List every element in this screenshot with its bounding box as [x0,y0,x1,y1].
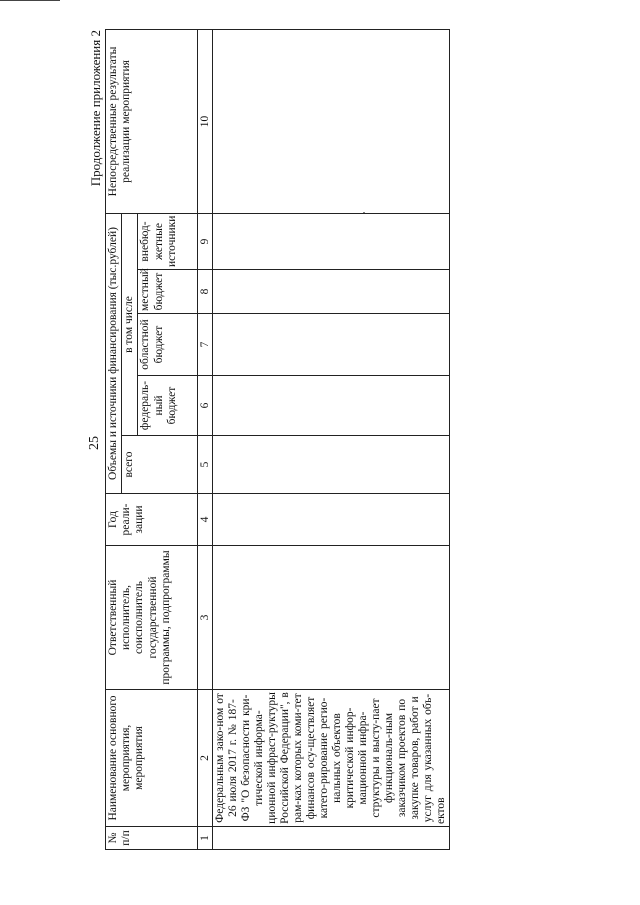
column-number: 6 [198,376,213,436]
table-row [213,29,450,849]
cell-results [213,29,450,213]
column-number: 5 [198,436,213,494]
cell-federal [213,376,450,436]
column-number: 3 [198,546,213,690]
header-year: Год реали-зации [106,494,198,546]
column-number: 9 [198,213,213,269]
cell-year [213,494,450,546]
header-funding-group: Объемы и источники финансирования (тыс.рублей) [106,213,122,493]
continuation-label: Продолжение приложения 2 [88,30,103,187]
cell-local [213,270,450,314]
page-number: 25 [87,436,102,450]
cell-total [213,436,450,494]
column-number: 4 [198,494,213,546]
header-including: в том числе [122,213,138,435]
column-number: 7 [198,314,213,376]
rotated-landscape-page [87,30,627,850]
column-number: 10 [198,29,213,213]
header-extra: внебюд-жетные источники [138,213,198,269]
cell-event-name: Федеральным зако-ном от 26 июля 2017 г. № 187-ФЗ "О безопасности кри-тической информа-ционной инфраст-руктуры Российской Федерации", в рам-ках которых коми-тет финансов осу-ществляет катего-рирование регио-нальных объектов критической инфор-мационной инфра-структуры и высту-пает функциональ-ным заказчиком проектов по закупке товаров, работ и услуг для указанных объ-ектов [213,690,450,827]
cell-num [213,827,450,850]
column-number: 1 [198,827,213,850]
header-executor: Ответственный исполнитель, соисполнитель государственной программы, подпрограммы [106,546,198,690]
header-results: Непосредственные результаты реализации мероприятия [106,29,198,213]
cell-regional [213,314,450,376]
column-number-row [198,29,213,849]
header-local: местный бюджет [138,270,198,314]
top-edge-rule [0,0,60,1]
column-number: 8 [198,270,213,314]
header-total: всего [122,436,198,494]
header-regional: областной бюджет [138,314,198,376]
funding-table [105,29,450,850]
column-number: 2 [198,690,213,827]
header-federal: федераль-ный бюджет [138,376,198,436]
header-row-1 [106,29,122,849]
cell-executor [213,546,450,690]
cell-extra [213,213,450,269]
header-event-name: Наименование основного мероприятия, мероприятия [106,690,198,827]
header-num: № п/п [106,827,198,850]
